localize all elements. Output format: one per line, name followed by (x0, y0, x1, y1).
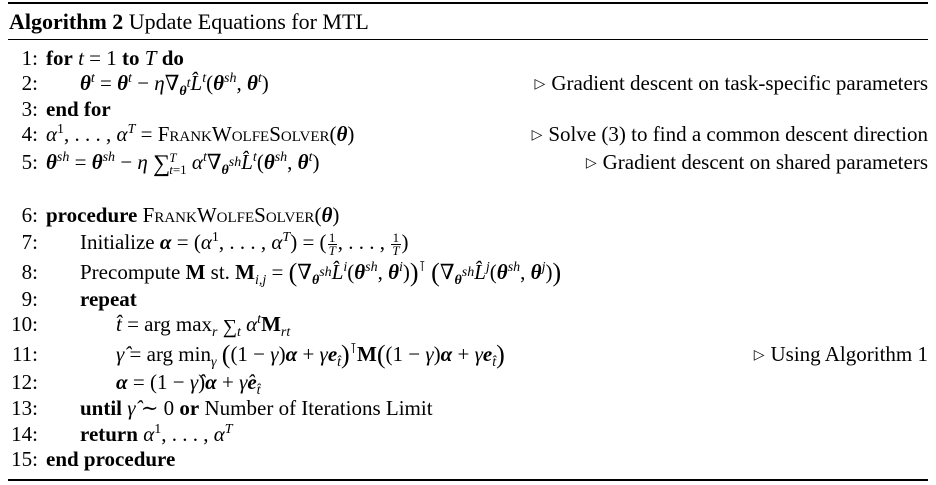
line-number: 11: (11, 342, 38, 366)
line-code: γ̂ = arg $\min_\gamma ((1 - \gamma)\alpha + \gamma e_{t̂})^⊺M((1 - \gamma)\alpha + \gamma e_{t̂})$ (116, 340, 505, 370)
line-code: return $\alpha^1$, . . . , $\alpha^T$ (80, 422, 233, 446)
line-number: 1: (21, 46, 38, 70)
caption-rule (8, 39, 928, 40)
line-code: end procedure (46, 447, 176, 471)
algo-line-14 (0, 421, 936, 447)
comment-triangle-icon: ▷ (534, 77, 546, 92)
line-comment: ▷ Gradient descent on task-specific parameters (535, 70, 928, 100)
algorithm-caption (9, 6, 369, 38)
line-number: 5: (21, 150, 38, 174)
line-code: $\alpha^1$, . . . , $\alpha^T$ = FrankWolfeSolver(θ) (46, 122, 355, 146)
algo-line-13 (0, 395, 936, 421)
line-number: 14: (11, 422, 38, 446)
bottom-rule (8, 479, 928, 481)
line-number: 8: (21, 260, 38, 284)
line-number: 2: (21, 71, 38, 95)
line-number: 10: (11, 312, 38, 336)
algo-line-15 (0, 446, 936, 472)
comment-triangle-icon: ▷ (585, 156, 597, 171)
algo-line-10 (0, 311, 936, 340)
algo-line-9 (0, 286, 936, 312)
algo-line-11 (0, 340, 936, 370)
line-number: 9: (21, 287, 38, 311)
algo-line-4 (0, 121, 936, 147)
algorithm-label: Algorithm 2 (9, 9, 124, 34)
algorithm-title: Update Equations for MTL (128, 9, 369, 34)
algo-line-2 (0, 70, 936, 99)
line-number: 13: (11, 396, 38, 420)
line-code: Initialize $\alpha = (\alpha^1$, . . . , $\alpha^T$) = ( $\frac{1}{T}$ , . . . , $\frac{1}{T}$ ) (80, 229, 409, 258)
line-number: 12: (11, 370, 38, 394)
line-code: t̂ = arg $\max_r \sum_t$ $\alpha^tM_{rt}$ (116, 312, 291, 340)
line-comment: ▷ Solve (3) to find a common descent direction (532, 121, 928, 151)
line-number: 15: (11, 447, 38, 471)
line-code: α = (1 − γ̂)α + $\gammâe_{t̂}$ (116, 370, 261, 398)
line-code: for t = 1 to T do (46, 46, 184, 70)
line-number: 6: (21, 203, 38, 227)
line-code: end for (46, 97, 111, 121)
line-comment: ▷ Gradient descent on shared parameters (586, 149, 928, 179)
algo-line-8 (0, 258, 936, 288)
line-code: until γ̂ ∼ 0 or Number of Iterations Limit (80, 396, 433, 420)
algo-line-7 (0, 229, 936, 258)
line-comment: ▷ Using Algorithm 1 (754, 341, 928, 371)
line-number: 7: (21, 230, 38, 254)
line-code: Precompute M st. $M_{i,j}$ = ($\nabla_{\theta^{sh}}L̂^i(\theta^{sh}$, $\theta^i))^⊺$ ($\nabla_{\theta^{sh}}L̂^j(\theta^{sh}$, $\theta^j$)) (80, 258, 562, 288)
line-number: 4: (21, 122, 38, 146)
algo-line-3 (0, 96, 936, 122)
line-code: $\theta^{sh} = \theta^{sh} - \eta$ ∑ T t=1 $\alpha^t\nabla_{\theta^{sh}}L̂^t(\theta^{sh}$, $\theta^t$) (46, 150, 320, 178)
algo-line-6 (0, 202, 936, 228)
comment-triangle-icon: ▷ (753, 348, 765, 363)
line-code: $\theta^t = \theta^t$ − $\eta\nabla_{\theta^t}L̂^t(\theta^{sh}$, $\theta^t$) (80, 71, 269, 99)
algo-line-5 (0, 149, 936, 178)
line-code: repeat (80, 287, 137, 311)
line-code: procedure FrankWolfeSolver(θ) (46, 203, 340, 227)
comment-triangle-icon: ▷ (531, 128, 543, 143)
top-rule (8, 2, 928, 4)
line-number: 3: (21, 97, 38, 121)
algo-line-12 (0, 369, 936, 398)
algo-line-1 (0, 45, 936, 71)
